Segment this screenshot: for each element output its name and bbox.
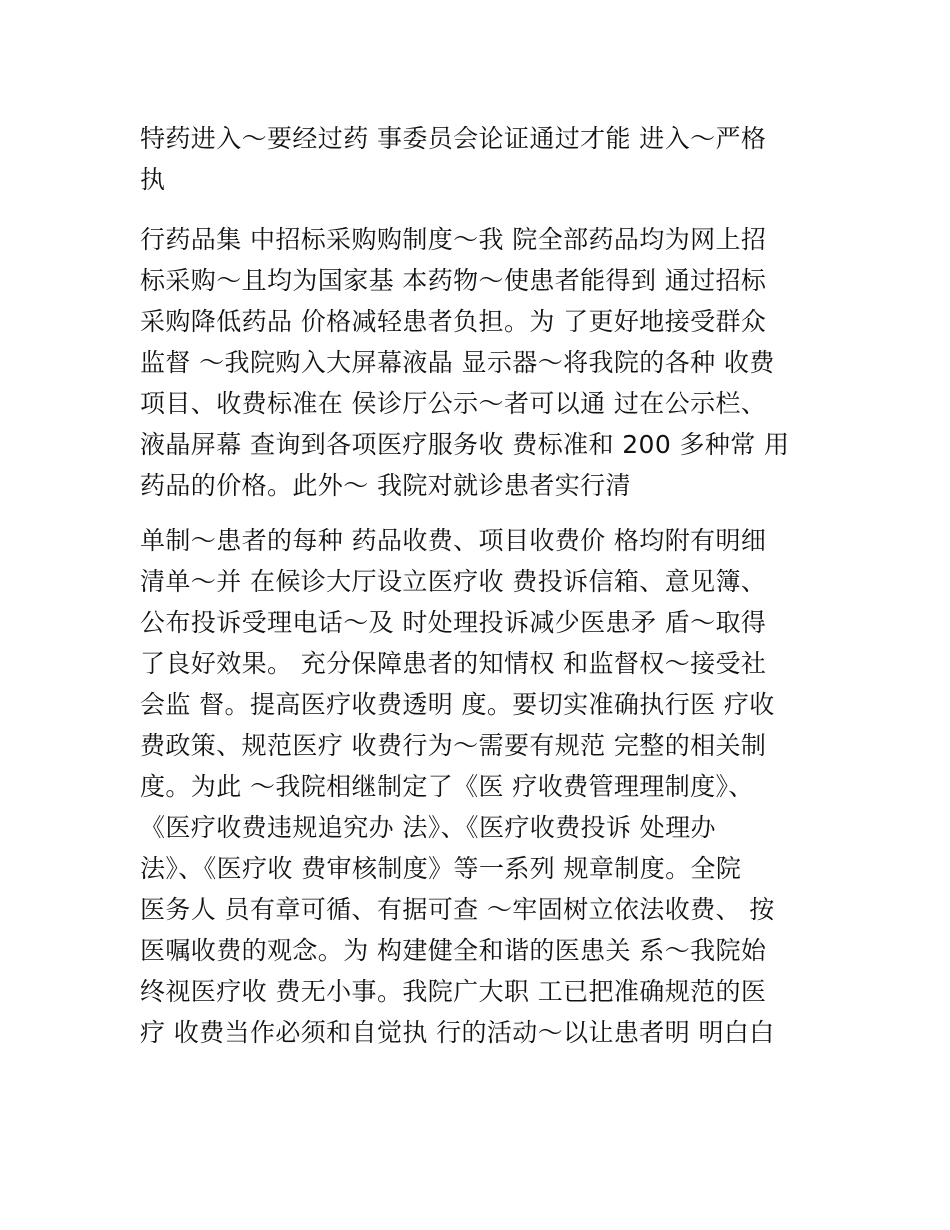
paragraph-1 (140, 118, 820, 200)
text-line: 清单～并 在候诊大厅设立医疗收 费投诉信箱、意见簿、 (140, 567, 767, 596)
text-line: 疗 收费当作必须和自觉执 行的活动～以让患者明 明白白 (140, 1018, 775, 1047)
text-line: 法》、《医疗收 费审核制度》等一系列 规章制度。全院 (140, 854, 742, 883)
text-line: 标采购～且均为国家基 本药物～使患者能得到 通过招标 (140, 266, 767, 295)
text-line: 液晶屏幕 查询到各项医疗服务收 费标准和 200 多种常 用 (140, 430, 790, 459)
paragraph-3 (140, 520, 820, 1053)
text-line: 项目、收费标准在 侯诊厅公示～者可以通 过在公示栏、 (140, 389, 767, 418)
text-line: 执 (140, 165, 166, 194)
text-line: 医务人 员有章可循、有据可查 ～牢固树立依法收费、 按 (140, 895, 775, 924)
text-line: 监督 ～我院购入大屏幕液晶 显示器～将我院的各种 收费 (140, 348, 775, 377)
text-line: 单制～患者的每种 药品收费、项目收费价 格均附有明细 (140, 526, 767, 555)
text-line: 《医疗收费违规追究办 法》、《医疗收费投诉 处理办 (140, 813, 716, 842)
text-line: 了良好效果。 充分保障患者的知情权 和监督权～接受社 (140, 649, 767, 678)
text-line: 药品的价格。此外～ 我院对就诊患者实行清 (140, 471, 631, 500)
text-line: 会监 督。提高医疗收费透明 度。要切实准确执行医 疗收 (140, 690, 775, 719)
text-line: 医嘱收费的观念。为 构建健全和谐的医患关 系～我院始 (140, 936, 767, 965)
text-line: 采购降低药品 价格减轻患者负担。为 了更好地接受群众 (140, 307, 767, 336)
text-line: 费政策、规范医疗 收费行为～需要有规范 完整的相关制 (140, 731, 767, 760)
text-line: 特药进入～要经过药 事委员会论证通过才能 进入～严格 (140, 124, 767, 153)
paragraph-2 (140, 219, 820, 506)
text-line: 度。为此 ～我院相继制定了《医 疗收费管理理制度》、 (140, 772, 754, 801)
text-line: 行药品集 中招标采购购制度～我 院全部药品均为网上招 (140, 225, 767, 254)
text-line: 公布投诉受理电话～及 时处理投诉减少医患矛 盾～取得 (140, 608, 767, 637)
text-line: 终视医疗收 费无小事。我院广大职 工已把准确规范的医 (140, 977, 767, 1006)
